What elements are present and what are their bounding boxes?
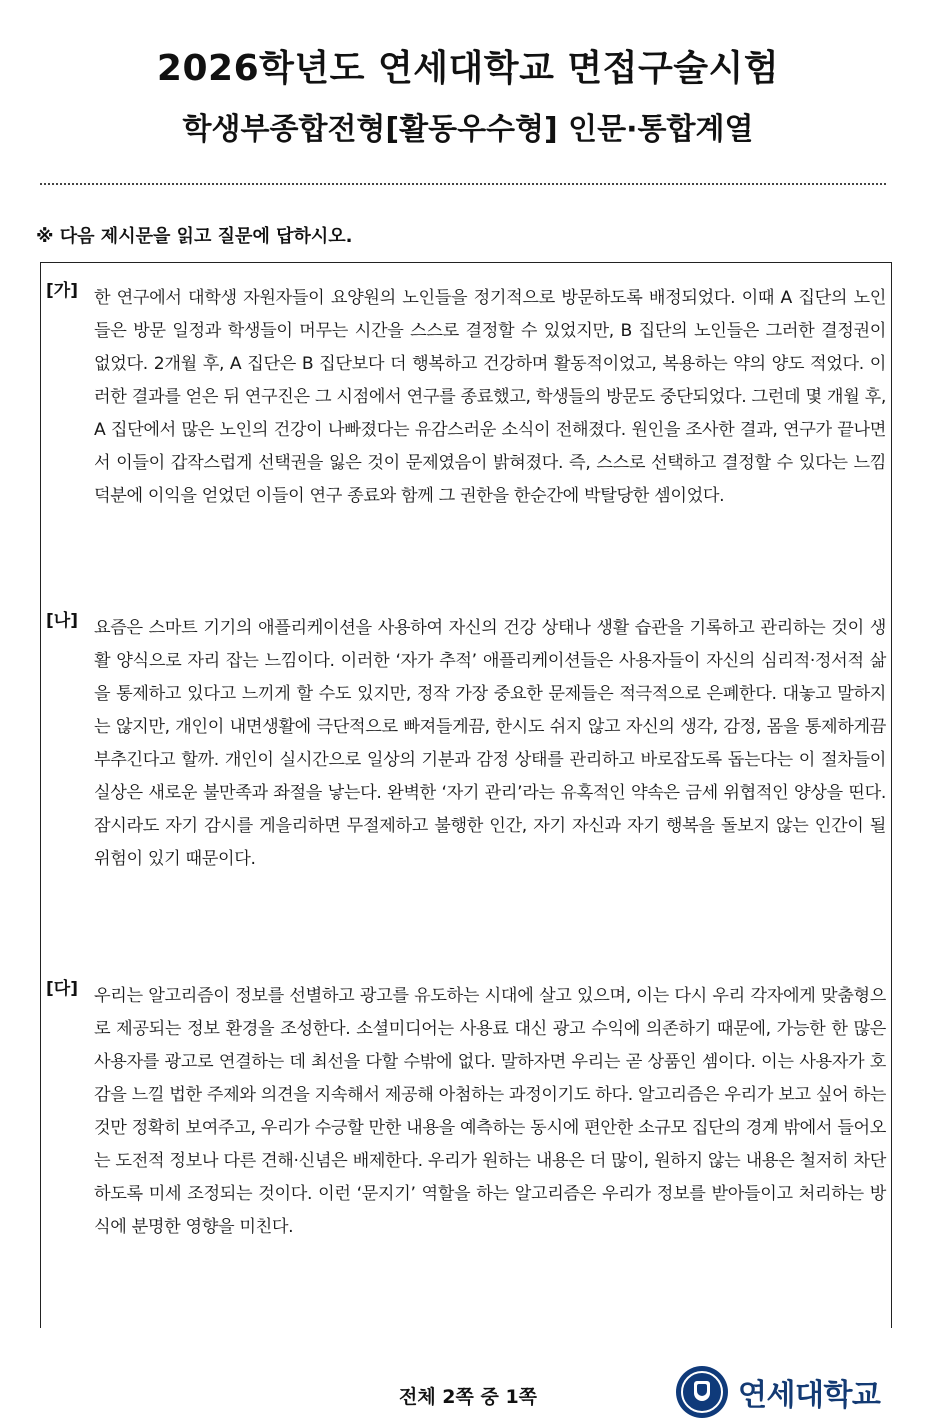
passage-label: [나] xyxy=(46,611,78,631)
passage-label: [다] xyxy=(46,979,78,999)
page-indicator: 전체 2쪽 중 1쪽 xyxy=(398,1386,538,1408)
passage-label: [가] xyxy=(46,281,78,301)
dotted-divider xyxy=(40,183,886,185)
exam-subtitle: 학생부종합전형[활동우수형] 인문·통합계열 xyxy=(182,112,754,147)
passage-text: 한 연구에서 대학생 자원자들이 요양원의 노인들을 정기적으로 방문하도록 배정되었다. 이때 A 집단의 노인들은 방문 일정과 학생들이 머무는 시간을 스스로 결정할 수 있었지만, B 집단의 노인들은 그러한 결정권이 없었다. 2개월 후, A 집단은 B 집단보다 더 행복하고 건강하며 활동적이었고, 복용하는 약의 양도 적었다. 이러한 결과를 얻은 뒤 연구진은 그 시점에서 연구를 종료했고, 학생들의 방문도 중단되었다. 그런데 몇 개월 후, A 집단에서 많은 노인의 건강이 나빠졌다는 유감스러운 소식이 전해졌다. 원인을 조사한 결과, 연구가 끝나면서 이들이 갑작스럽게 선택권을 잃은 것이 문제였음이 밝혀졌다. 즉, 스스로 선택하고 결정할 수 있다는 느낌 덕분에 이익을 얻었던 이들이 연구 종료와 함께 그 권한을 한순간에 박탈당한 셈이었다. xyxy=(94,288,887,506)
yonsei-seal-icon xyxy=(676,1366,728,1418)
exam-title: 2026학년도 연세대학교 면접구술시험 xyxy=(156,48,780,89)
passage-text: 요즘은 스마트 기기의 애플리케이션을 사용하여 자신의 건강 상태나 생활 습관을 기록하고 관리하는 것이 생활 양식으로 자리 잡는 느낌이다. 이러한 ‘자가 추적’ 애플리케이션들은 사용자들이 자신의 심리적·정서적 삶을 통제하고 있다고 느끼게 할 수도 있지만, 정작 가장 중요한 문제들은 적극적으로 은폐한다. 대놓고 말하지는 않지만, 개인이 내면생활에 극단적으로 빠져들게끔, 한시도 쉬지 않고 자신의 생각, 감정, 몸을 통제하게끔 부추긴다고 할까. 개인이 실시간으로 일상의 기분과 감정 상태를 관리하고 바로잡도록 돕는다는 이 절차들이 실상은 새로운 불만족과 좌절을 낳는다. 완벽한 ‘자기 관리’라는 유혹적인 약속은 금세 위협적인 양상을 띤다. 잠시라도 자기 감시를 게을리하면 무절제하고 불행한 인간, 자기 자신과 자기 행복을 돌보지 않는 인간이 될 위험이 있기 때문이다. xyxy=(94,618,886,869)
instruction-text: ※ 다음 제시문을 읽고 질문에 답하시오. xyxy=(36,226,353,247)
passage-text: 우리는 알고리즘이 정보를 선별하고 광고를 유도하는 시대에 살고 있으며, 이는 다시 우리 각자에게 맞춤형으로 제공되는 정보 환경을 조성한다. 소셜미디어는 사용료 대신 광고 수익에 의존하기 때문에, 가능한 한 많은 사용자를 광고로 연결하는 데 최선을 다할 수밖에 없다. 말하자면 우리는 곧 상품인 셈이다. 이는 사용자가 호감을 느낄 법한 주제와 의견을 지속해서 제공해 아첨하는 과정이기도 하다. 알고리즘은 우리가 보고 싶어 하는 것만 정확히 보여주고, 우리가 수긍할 만한 내용을 예측하는 동시에 편안한 소규모 집단의 경계 밖에서 들어오는 도전적 정보나 다른 견해·신념은 배제한다. 우리가 원하는 내용은 더 많이, 원하지 않는 내용은 철저히 차단하도록 미세 조정되는 것이다. 이런 ‘문지기’ 역할을 하는 알고리즘은 우리가 정보를 받아들이고 처리하는 방식에 분명한 영향을 미친다. xyxy=(94,986,887,1237)
logo-wordmark: 연세대학교 xyxy=(738,1378,881,1413)
university-logo xyxy=(676,1366,880,1418)
